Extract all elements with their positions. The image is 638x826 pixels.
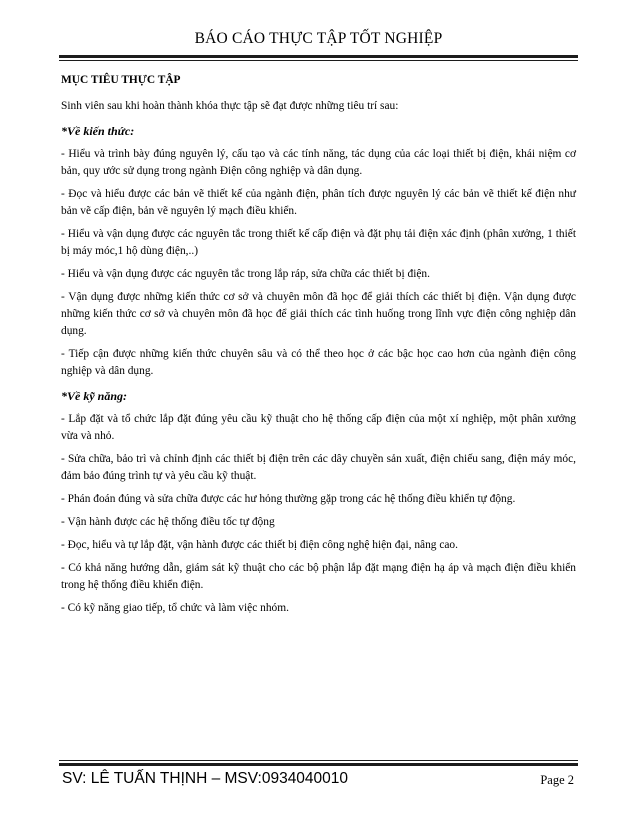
- document-body: [61, 64, 576, 617]
- footer-divider: [59, 760, 578, 766]
- knowledge-item: - Vận dụng được những kiến thức cơ sở và chuyên môn đã học để giải thích các thiết bị điện. Vận dụng được những kiến thức cơ sở và chuyên môn đã học để giải thích các tình huống trong lĩnh vực điện công nghiệp dân dụng.: [61, 291, 576, 337]
- knowledge-item: - Hiểu và trình bày đúng nguyên lý, cấu tạo và các tính năng, tác dụng của các loại thiết bị điện, khái niệm cơ bản, quy ước sử dụng trong ngành Điện công nghiệp và dân dụng.: [61, 148, 576, 177]
- skills-item: - Đọc, hiểu và tự lắp đặt, vận hành được các thiết bị điện công nghệ hiện đại, nâng cao.: [61, 539, 458, 551]
- knowledge-item: - Tiếp cận được những kiến thức chuyên sâu và có thể theo học ở các bậc học cao hơn của ngành điện công nghiệp và dân dụng.: [61, 348, 576, 377]
- skills-item: - Lắp đặt và tổ chức lắp đặt đúng yêu cầu kỹ thuật cho hệ thống cấp điện của một xí nghiệp, một phân xưởng vừa và nhỏ.: [61, 413, 576, 442]
- skills-item: - Vận hành được các hệ thống điều tốc tự động: [61, 516, 275, 528]
- section-title: MỤC TIÊU THỰC TẬP: [61, 74, 181, 86]
- knowledge-heading: *Về kiến thức:: [61, 124, 135, 138]
- footer-page-number: Page 2: [540, 773, 574, 787]
- knowledge-item: - Hiểu và vận dụng được các nguyên tắc trong lắp ráp, sửa chữa các thiết bị điện.: [61, 268, 430, 280]
- section-intro: Sinh viên sau khi hoàn thành khóa thực tập sẽ đạt được những tiêu trí sau:: [61, 100, 399, 112]
- knowledge-item: - Hiểu và vận dụng được các nguyên tắc trong thiết kế cấp điện và đặt phụ tải điện xác định (phân xưởng, 1 thiết bị máy móc,1 hộ dùng điện,..): [61, 228, 576, 257]
- skills-heading: *Về kỹ năng:: [61, 389, 127, 403]
- header-divider: [59, 55, 578, 61]
- skills-item: - Phán đoán đúng và sửa chữa được các hư hỏng thường gặp trong các hệ thống điều khiển tự động.: [61, 493, 516, 505]
- footer-student-info: SV: LÊ TUẤN THỊNH – MSV:0934040010: [62, 770, 349, 787]
- knowledge-item: - Đọc và hiểu được các bản vẽ thiết kế của ngành điện, phân tích được nguyên lý các bản vẽ thiết kế điện như bản vẽ cấp điện, bản vẽ nguyên lý mạch điều khiển.: [61, 188, 576, 217]
- page-header-title: BÁO CÁO THỰC TẬP TỐT NGHIỆP: [194, 30, 443, 47]
- skills-item: - Có khả năng hướng dẫn, giám sát kỹ thuật cho các bộ phận lắp đặt mạng điện hạ áp và mạch điện điều khiển trong hệ thống điều khiển điện.: [61, 562, 576, 591]
- skills-item: - Có kỹ năng giao tiếp, tổ chức và làm việc nhóm.: [61, 602, 289, 614]
- skills-item: - Sửa chữa, bảo trì và chỉnh định các thiết bị điện trên các dây chuyền sản xuất, điện chiếu sang, điện máy móc, đảm bảo đúng trình tự và yêu cầu kỹ thuật.: [61, 453, 576, 482]
